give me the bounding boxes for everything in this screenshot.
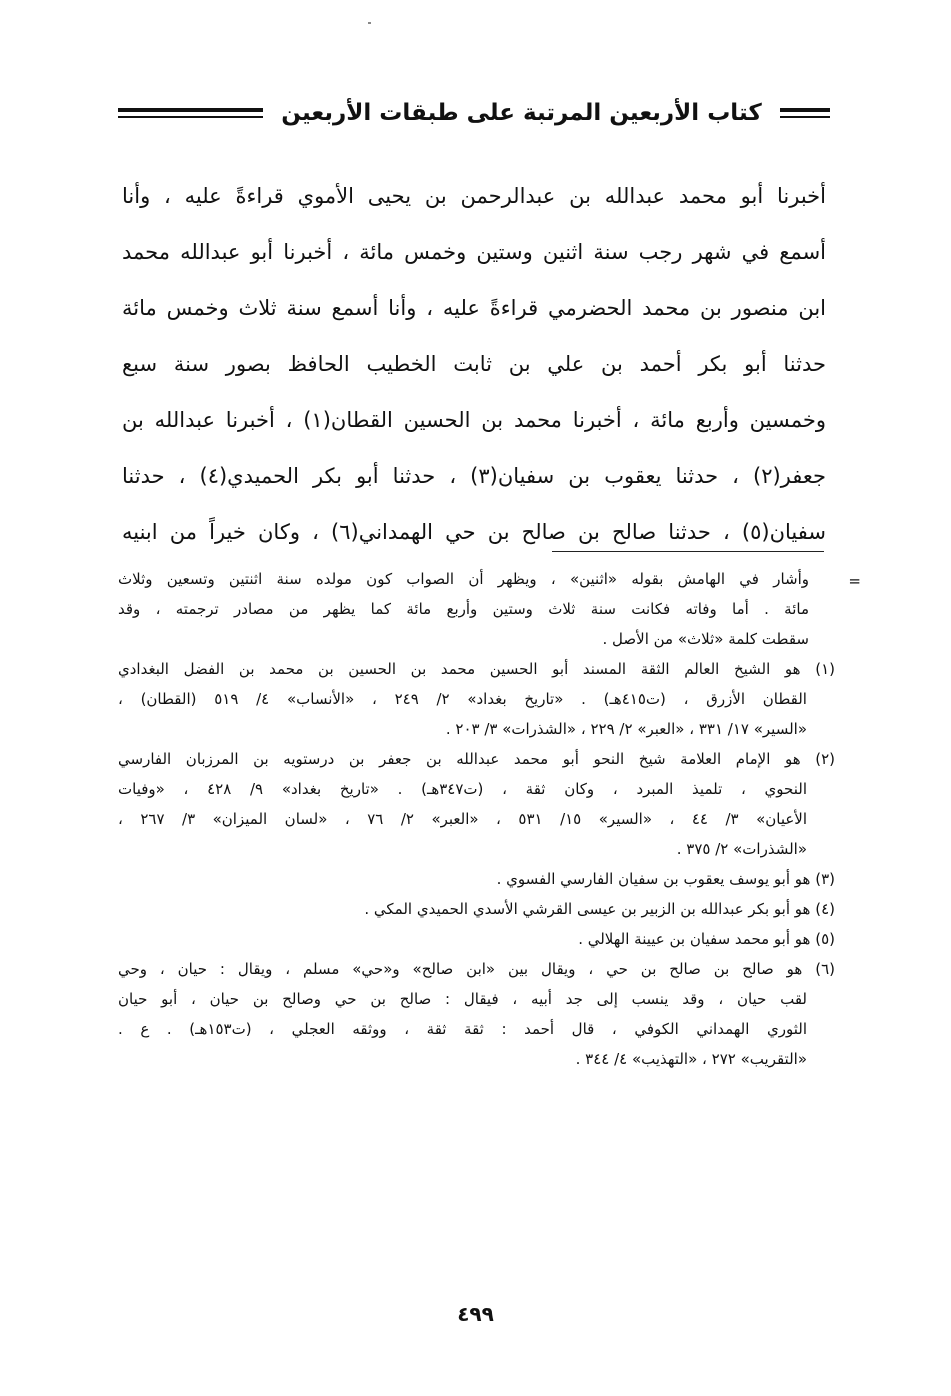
- footnote-5: [118, 924, 835, 954]
- header-rule-right: [780, 108, 830, 118]
- page-number: ٤٩٩: [457, 1302, 494, 1326]
- footnote-line: «الشذرات» ٢/ ٣٧٥ .: [676, 840, 807, 858]
- main-text-line: أخبرنا أبو محمد عبدالله بن عبدالرحمن بن يحيى الأموي قراءةً عليه ، وأنا: [122, 184, 826, 208]
- main-text-line: وخمسين وأربع مائة ، أخبرنا محمد بن الحسين القطان(١) ، أخبرنا عبدالله بن: [122, 408, 826, 432]
- main-text-line: حدثنا أبو بكر أحمد بن علي بن ثابت الخطيب الحافظ بصور سنة سبع: [122, 352, 826, 376]
- main-text-line: سفيان(٥) ، حدثنا صالح بن صالح بن حي الهمداني(٦) ، وكان خيراً من ابنيه: [122, 520, 826, 544]
- footnote-line: النحوي ، تلميذ المبرد ، وكان ثقة ، (ت٣٤٧هـ) . «تاريخ بغداد» ٩/ ٤٢٨ ، «وفيات: [118, 780, 807, 798]
- footnote-line: (١) هو الشيخ العالم الثقة المسند أبو الحسين محمد بن الحسين بن محمد بن الفضل البغدادي: [118, 660, 835, 678]
- running-header: [118, 88, 830, 138]
- footnote-2: [118, 744, 835, 864]
- footnote-line: «التقريب» ٢٧٢ ، «التهذيب» ٤/ ٣٤٤ .: [575, 1050, 807, 1068]
- footnote-line: مائة . أما وفاته فكانت سنة ثلاث وستين وأربع مائة كما يظهر من مصادر ترجمته ، وقد: [118, 600, 809, 618]
- footnote-1: [118, 654, 835, 744]
- footnote-line: (٤) هو أبو بكر عبدالله بن الزبير بن عيسى القرشي الأسدي الحميدي المكي .: [364, 900, 835, 918]
- header-rule-left: [118, 108, 263, 118]
- footnote-line: (٦) هو صالح بن صالح بن حي ، ويقال بين «ابن صالح» و«حي» مسلم ، ويقال : حيان ، وحي: [118, 960, 835, 978]
- footnote-line: لقب حيان ، وقد ينسب إلى جد أبيه ، فيقال : صالح بن حي وصالح بن حيان ، أبو حيان: [118, 990, 807, 1008]
- footnote-line: الثوري الهمداني الكوفي ، قال أحمد : ثقة ثقة ، ووثقه العجلي ، (ت١٥٣هـ) . ع .: [118, 1020, 808, 1038]
- footnote-line: «السير» ١٧/ ٣٣١ ، «العبر» ٢/ ٢٢٩ ، «الشذرات» ٣/ ٢٠٣ .: [445, 720, 807, 738]
- footnote-line: (٢) هو الإمام العلامة شيخ النحو أبو محمد عبدالله بن جعفر بن درستويه بن المرزبان الفارسي: [118, 750, 835, 768]
- main-text-line: جعفر(٢) ، حدثنا يعقوب بن سفيان(٣) ، حدثنا أبو بكر الحميدي(٤) ، حدثنا: [122, 464, 826, 488]
- main-text-line: أسمع في شهر رجب سنة اثنين وستين وخمس مائة ، أخبرنا أبو عبدالله محمد: [122, 240, 826, 264]
- footnote-line: (٥) هو أبو محمد سفيان بن عيينة الهلالي .: [578, 930, 835, 948]
- continuation-marker: =: [848, 572, 861, 590]
- main-text-line: ابن منصور بن محمد الحضرمي قراءةً عليه ، وأنا أسمع سنة ثلاث وخمس مائة: [122, 296, 826, 320]
- footnote-line: سقطت كلمة «ثلاث» من الأصل .: [602, 630, 809, 648]
- footnote-line: (٣) هو أبو يوسف يعقوب بن سفيان الفارسي الفسوي .: [496, 870, 835, 888]
- footnote-4: [118, 894, 835, 924]
- footnote-6: [118, 954, 835, 1074]
- footnote-3: [118, 864, 835, 894]
- footnote-line: الأعيان» ٣/ ٤٤ ، «السير» ١٥/ ٥٣١ ، «العبر» ٢/ ٧٦ ، «لسان الميزان» ٣/ ٢٦٧ ،: [118, 810, 808, 828]
- footnote-line: القطان الأزرق ، (ت٤١٥هـ) . «تاريخ بغداد» ٢/ ٢٤٩ ، «الأنساب» ٤/ ٥١٩ (القطان) ،: [118, 690, 807, 708]
- scan-speck: [368, 22, 371, 24]
- footnote-line: وأشار في الهامش بقوله «اثنين» ، ويظهر أن الصواب كون مولده سنة اثنتين وتسعين وثلاث: [118, 570, 809, 588]
- footnotes: [118, 564, 861, 1074]
- book-title: كتاب الأربعين المرتبة على طبقات الأربعين: [281, 100, 762, 126]
- footnote-separator: [552, 551, 824, 552]
- main-text: [122, 168, 826, 560]
- footnote-continuation: [118, 564, 861, 654]
